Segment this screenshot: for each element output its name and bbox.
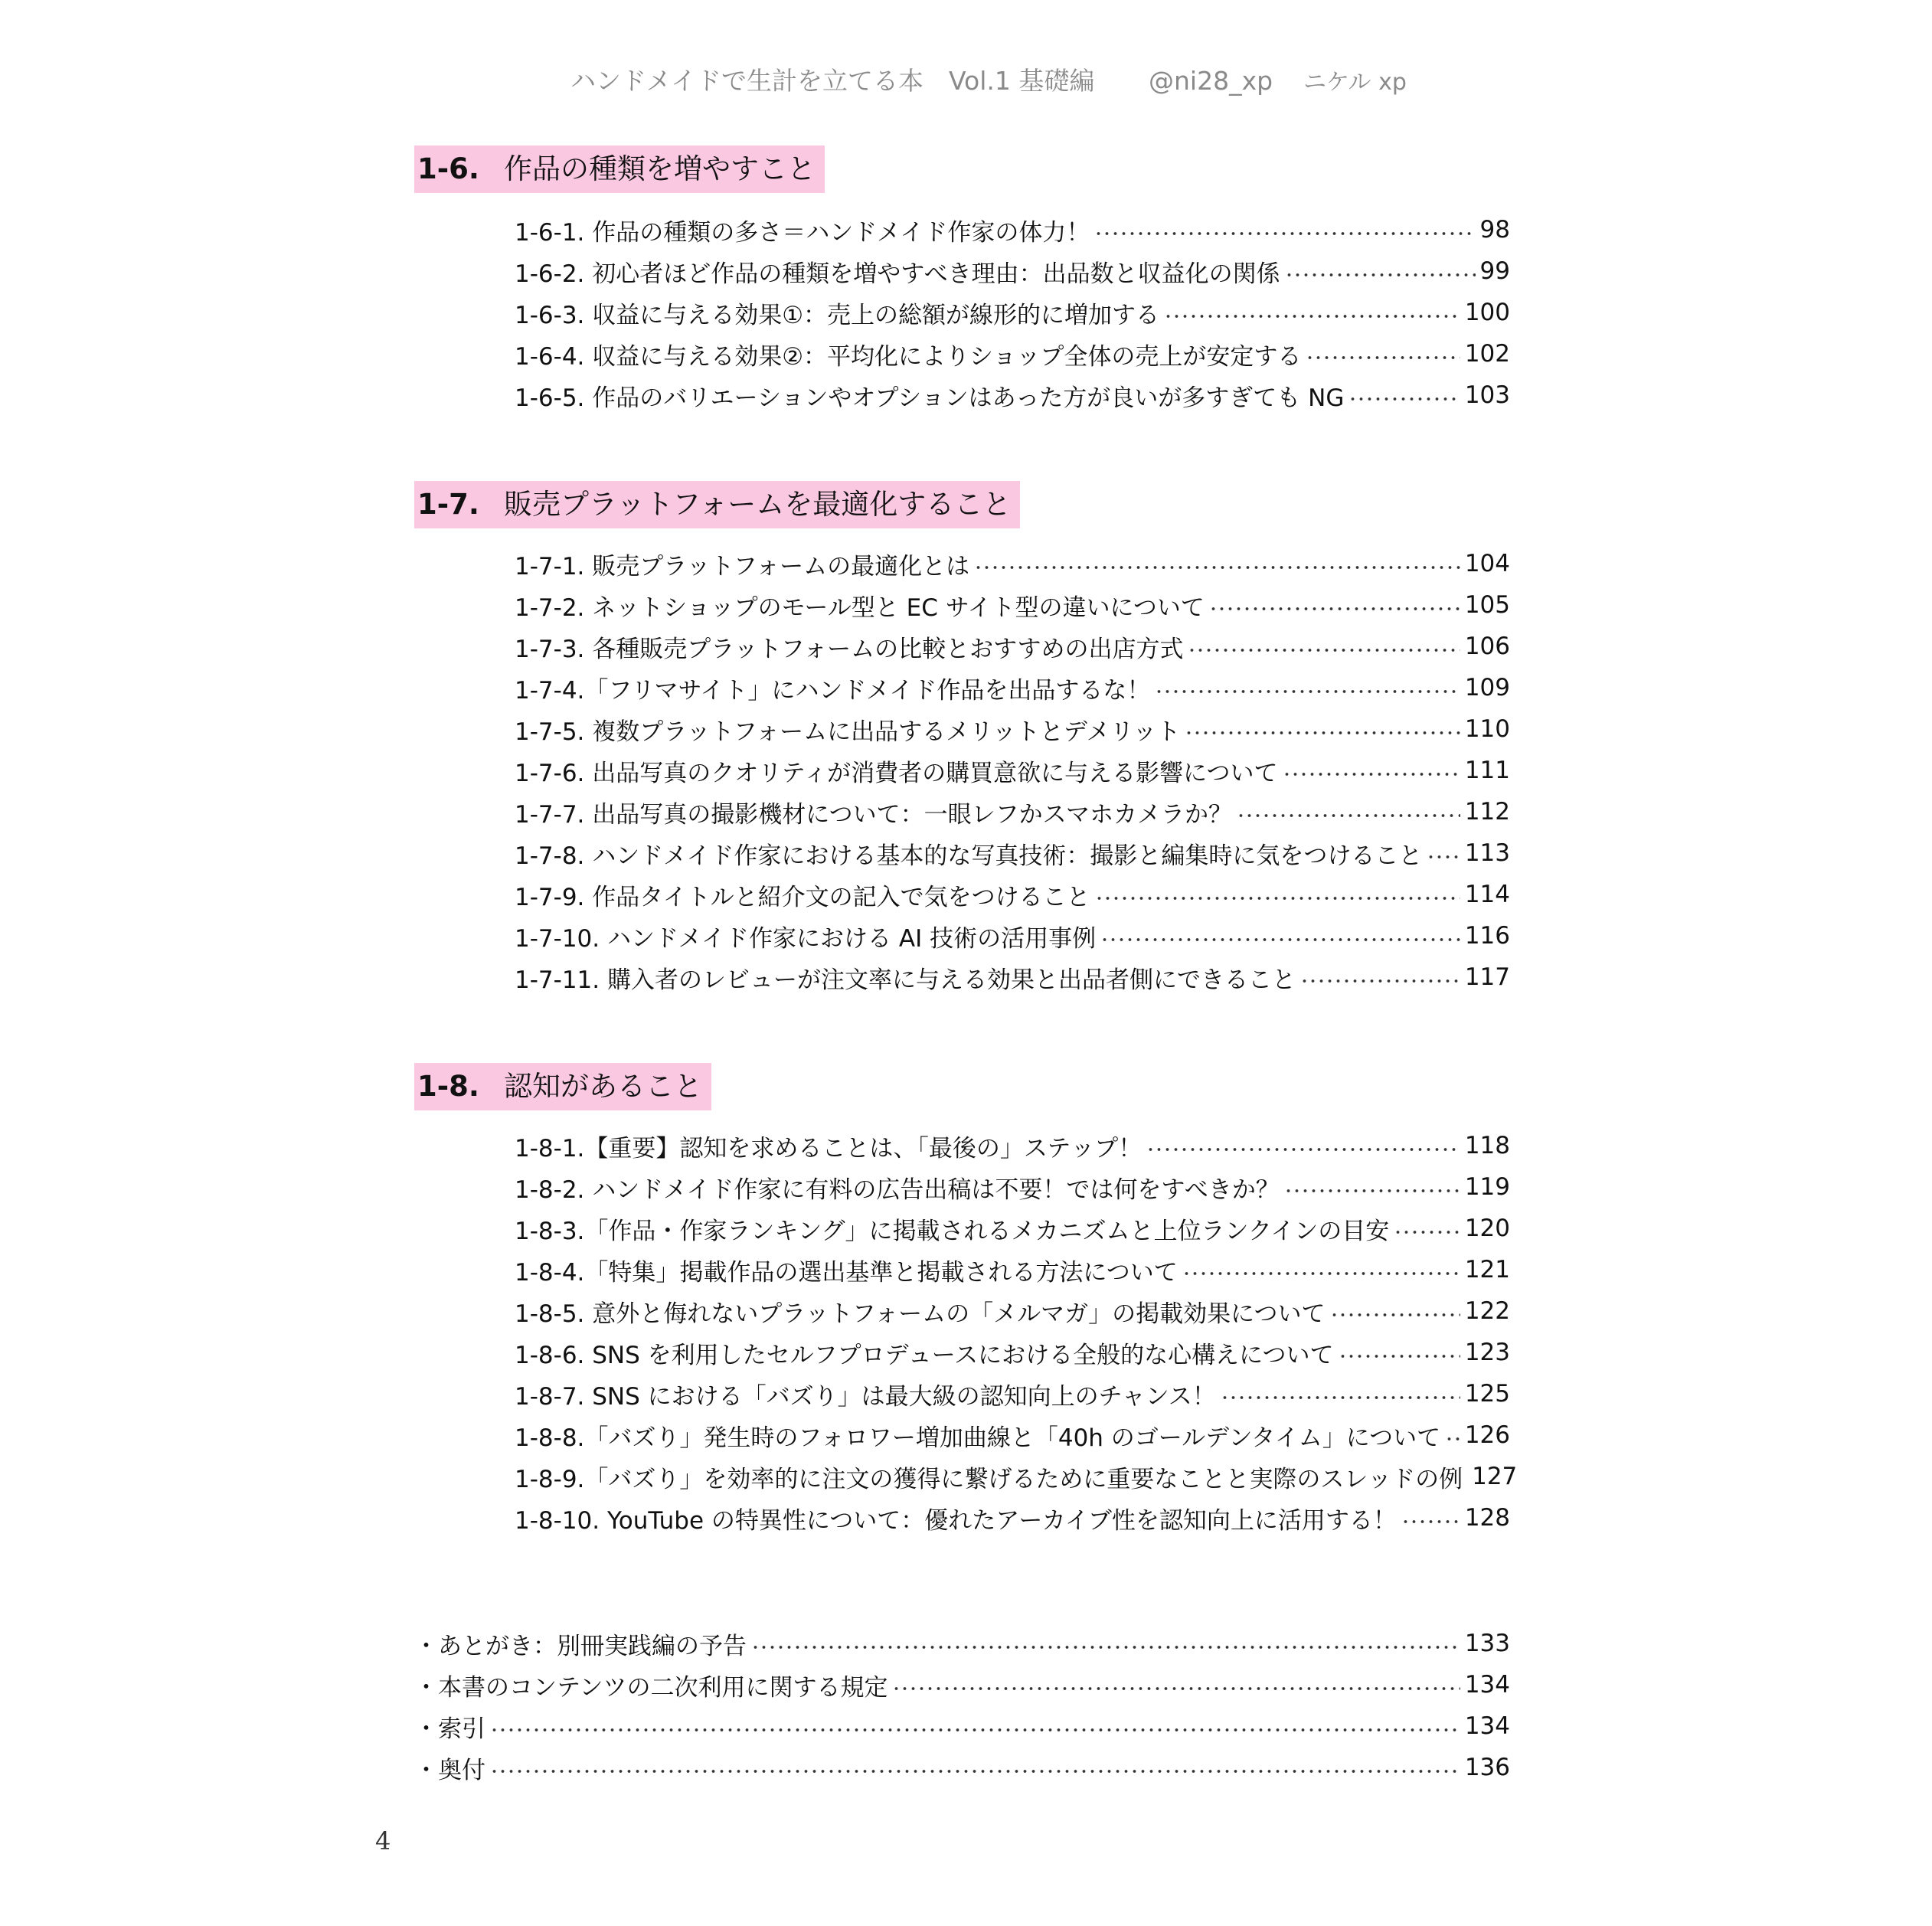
toc-misc-entry[interactable]	[414, 1747, 1510, 1788]
toc-entry[interactable]	[515, 333, 1510, 374]
toc-entry-label: 1-8-8.「バズり」発生時のフォロワー増加曲線と「40h のゴールデンタイム」について	[515, 1424, 1441, 1452]
dot-leader	[1095, 894, 1460, 902]
dot-leader	[1427, 853, 1460, 861]
toc-entry-label: ・索引	[414, 1715, 485, 1743]
toc-entry-label: 1-7-11. 購入者のレビューが注文率に与える効果と出品者側にできること	[515, 966, 1296, 994]
toc-entry-label: 1-6-5. 作品のバリエーションやオプションはあった方が良いが多すぎても NG	[515, 384, 1345, 412]
dot-leader	[1221, 1394, 1460, 1401]
toc-entry-page: 123	[1464, 1339, 1510, 1366]
toc-entry-page: 111	[1464, 757, 1510, 784]
toc-entry-label: 1-8-7. SNS における「バズり」は最大級の認知向上のチャンス！	[515, 1382, 1216, 1411]
toc-entry-page: 134	[1464, 1712, 1510, 1740]
toc-entry[interactable]	[515, 1208, 1510, 1249]
toc-entry-label: 1-6-3. 収益に与える効果①：売上の総額が線形的に増加する	[515, 301, 1160, 329]
toc-entry[interactable]	[515, 1332, 1510, 1373]
dot-leader	[1188, 646, 1460, 654]
dot-leader	[974, 564, 1460, 571]
dot-leader	[892, 1685, 1460, 1692]
dot-leader	[1100, 936, 1460, 943]
toc-entry[interactable]	[515, 543, 1510, 584]
dot-leader	[1306, 354, 1460, 361]
toc-entry-page: 117	[1464, 963, 1510, 991]
section-heading-1-8	[414, 1063, 711, 1110]
running-header	[570, 61, 1407, 97]
toc-misc-entry[interactable]	[414, 1705, 1510, 1747]
toc-entry[interactable]	[515, 915, 1510, 956]
toc-entry-label: 1-7-9. 作品タイトルと紹介文の記入で気をつけること	[515, 883, 1090, 911]
dot-leader	[1185, 729, 1460, 737]
toc-entry[interactable]	[515, 874, 1510, 915]
dot-leader	[1285, 271, 1476, 279]
toc-entry-page: 114	[1464, 881, 1510, 908]
toc-entry[interactable]	[515, 1497, 1510, 1539]
toc-entry[interactable]	[515, 1166, 1510, 1208]
toc-entry-page: 121	[1464, 1256, 1510, 1283]
toc-entry-label: 1-8-10. YouTube の特異性について：優れたアーカイブ性を認知向上に活用する！	[515, 1506, 1397, 1535]
dot-leader	[1094, 230, 1475, 237]
dot-leader	[1348, 395, 1460, 403]
section-heading-1-6	[414, 146, 825, 193]
dot-leader	[1339, 1352, 1460, 1360]
toc-entry-page: 119	[1464, 1173, 1510, 1201]
toc-entry-label: 1-8-4.「特集」掲載作品の選出基準と掲載される方法について	[515, 1258, 1178, 1287]
dot-leader	[1182, 1270, 1460, 1277]
toc-entry[interactable]	[515, 250, 1510, 292]
toc-entry[interactable]	[515, 667, 1510, 708]
toc-entry-label: 1-8-5. 意外と侮れないプラットフォームの「メルマガ」の掲載効果について	[515, 1300, 1326, 1328]
toc-entry-page: 133	[1464, 1630, 1510, 1657]
dot-leader	[1237, 812, 1460, 819]
toc-entry-page: 127	[1472, 1463, 1518, 1490]
toc-entry-label: 1-6-4. 収益に与える効果②：平均化によりショップ全体の売上が安定する	[515, 342, 1302, 371]
toc-entry-page: 128	[1464, 1504, 1510, 1532]
section-number: 1-7.	[417, 488, 479, 521]
toc-entry-label: ・あとがき：別冊実践編の予告	[414, 1632, 747, 1660]
toc-misc-entry[interactable]	[414, 1623, 1510, 1664]
toc-entry-page: 103	[1464, 381, 1510, 409]
author-name: ニケル xp	[1303, 69, 1407, 96]
toc-entry-page: 99	[1479, 257, 1510, 285]
toc-entry[interactable]	[515, 292, 1510, 333]
toc-entry-label: 1-8-9.「バズり」を効率的に注文の獲得に繋げるために重要なことと実際のスレッドの例	[515, 1465, 1463, 1493]
dot-leader	[490, 1726, 1460, 1734]
toc-entry-page: 122	[1464, 1297, 1510, 1325]
author-handle: @ni28_xp	[1149, 66, 1273, 96]
dot-leader	[1155, 688, 1460, 695]
toc-entry-label: 1-7-8. ハンドメイド作家における基本的な写真技術：撮影と編集時に気をつけること	[515, 842, 1423, 870]
toc-entry-page: 102	[1464, 340, 1510, 368]
dot-leader	[1445, 1435, 1460, 1443]
toc-entry-label: 1-7-5. 複数プラットフォームに出品するメリットとデメリット	[515, 718, 1181, 746]
section-heading-1-7	[414, 481, 1020, 528]
dot-leader	[1283, 770, 1460, 778]
toc-entry-label: 1-7-4.「フリマサイト」にハンドメイド作品を出品するな！	[515, 676, 1151, 705]
toc-entry-page: 125	[1464, 1380, 1510, 1408]
toc-entry[interactable]	[515, 1249, 1510, 1290]
toc-entry-page: 110	[1464, 715, 1510, 743]
toc-entry-label: 1-7-2. ネットショップのモール型と EC サイト型の違いについて	[515, 593, 1205, 622]
toc-entry-page: 112	[1464, 798, 1510, 826]
dot-leader	[490, 1767, 1460, 1775]
dot-leader	[1284, 1187, 1460, 1195]
dot-leader	[1330, 1311, 1460, 1319]
dot-leader	[1146, 1146, 1460, 1153]
toc-entry-page: 118	[1464, 1132, 1510, 1159]
toc-entry-label: 1-7-6. 出品写真のクオリティが消費者の購買意欲に与える影響について	[515, 759, 1278, 787]
toc-entry[interactable]	[515, 1125, 1510, 1166]
toc-entry-page: 120	[1464, 1215, 1510, 1242]
dot-leader	[751, 1643, 1460, 1651]
toc-entry-page: 134	[1464, 1671, 1510, 1699]
section-title: 認知があること	[504, 1070, 702, 1103]
toc-entry[interactable]	[515, 209, 1510, 250]
toc-entry[interactable]	[515, 584, 1510, 626]
toc-entry[interactable]	[515, 832, 1510, 874]
section-title: 作品の種類を増やすこと	[504, 152, 816, 185]
toc-entry[interactable]	[515, 791, 1510, 832]
toc-entry-label: 1-6-2. 初心者ほど作品の種類を増やすべき理由：出品数と収益化の関係	[515, 260, 1280, 288]
toc-entry-label: 1-8-2. ハンドメイド作家に有料の広告出稿は不要！では何をすべきか？	[515, 1176, 1280, 1204]
toc-entry-page: 109	[1464, 674, 1510, 701]
dot-leader	[1300, 977, 1460, 985]
section-number: 1-8.	[417, 1070, 479, 1103]
toc-entry-label: ・本書のコンテンツの二次利用に関する規定	[414, 1673, 888, 1702]
toc-entry-label: 1-8-1.【重要】認知を求めることは、「最後の」ステップ！	[515, 1134, 1143, 1162]
toc-entry-label: 1-7-3. 各種販売プラットフォームの比較とおすすめの出店方式	[515, 635, 1184, 663]
toc-entry[interactable]	[515, 750, 1510, 791]
dot-leader	[1394, 1228, 1460, 1236]
page-number: 4	[375, 1826, 391, 1856]
toc-entry-label: 1-8-6. SNS を利用したセルフプロデュースにおける全般的な心構えについて	[515, 1341, 1334, 1369]
dot-leader	[1401, 1518, 1460, 1525]
book-title: ハンドメイドで生計を立てる本 Vol.1 基礎編	[570, 66, 1095, 96]
toc-entry[interactable]	[515, 1456, 1518, 1497]
toc-entry-label: 1-7-1. 販売プラットフォームの最適化とは	[515, 552, 970, 580]
dot-leader	[1164, 312, 1460, 320]
toc-misc-entry[interactable]	[414, 1664, 1510, 1705]
toc-entry-label: ・奥付	[414, 1756, 485, 1784]
toc-entry-page: 126	[1464, 1421, 1510, 1449]
toc-entry[interactable]	[515, 708, 1510, 750]
toc-entry-label: 1-8-3.「作品・作家ランキング」に掲載されるメカニズムと上位ランクインの目安	[515, 1217, 1390, 1245]
section-title: 販売プラットフォームを最適化すること	[504, 488, 1012, 521]
section-number: 1-6.	[417, 152, 479, 185]
toc-entry[interactable]	[515, 626, 1510, 667]
dot-leader	[1209, 605, 1460, 613]
toc-entry-label: 1-6-1. 作品の種類の多さ＝ハンドメイド作家の体力！	[515, 218, 1090, 247]
toc-entry-page: 113	[1464, 839, 1510, 867]
toc-entry-page: 105	[1464, 591, 1510, 619]
toc-entry[interactable]	[515, 1290, 1510, 1332]
toc-entry-page: 136	[1464, 1754, 1510, 1781]
toc-entry-page: 100	[1464, 299, 1510, 326]
toc-entry-page: 104	[1464, 550, 1510, 577]
toc-entry-label: 1-7-7. 出品写真の撮影機材について：一眼レフかスマホカメラか？	[515, 800, 1233, 829]
toc-entry-page: 116	[1464, 922, 1510, 950]
toc-entry-label: 1-7-10. ハンドメイド作家における AI 技術の活用事例	[515, 924, 1097, 953]
toc-entry[interactable]	[515, 1373, 1510, 1414]
toc-entry[interactable]	[515, 956, 1510, 998]
toc-entry-page: 106	[1464, 633, 1510, 660]
toc-entry[interactable]	[515, 374, 1510, 416]
toc-entry-page: 98	[1479, 216, 1510, 244]
toc-entry[interactable]	[515, 1414, 1510, 1456]
